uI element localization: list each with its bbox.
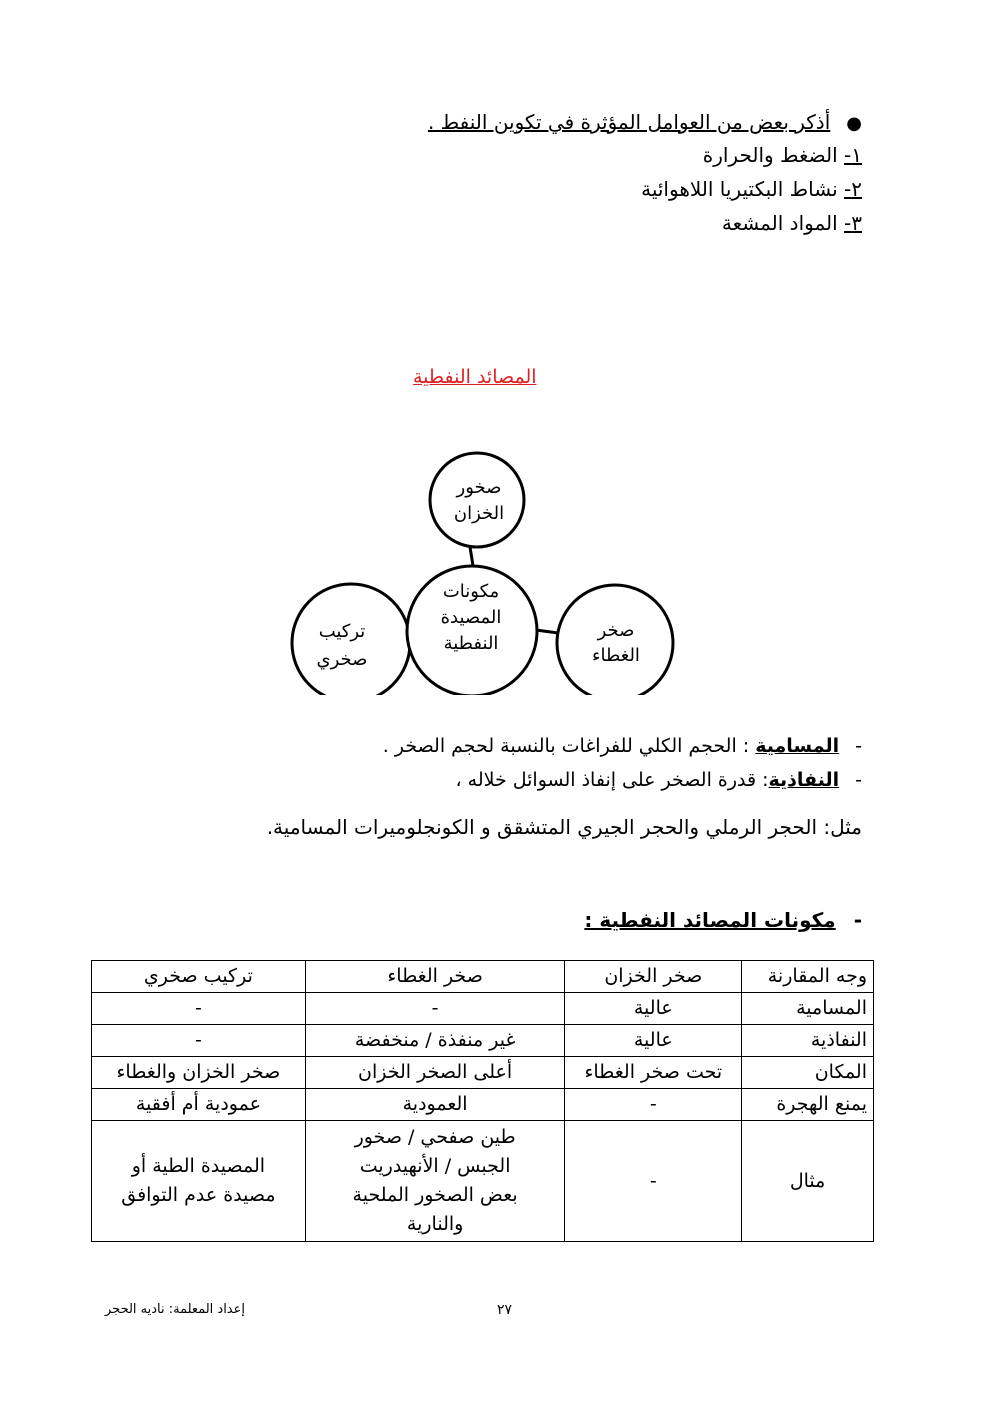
table-row xyxy=(92,993,874,1025)
question-line xyxy=(162,110,862,134)
label-left-1: تركيب xyxy=(318,621,366,642)
traps-title: المصائد النفطية xyxy=(413,366,537,388)
comparison-table xyxy=(91,960,874,1242)
label-right-2: الغطاء xyxy=(592,645,640,666)
definition-text: : الحجم الكلي للفراغات بالنسبة لحجم الصخر . xyxy=(382,735,756,757)
example-text: مثل: الحجر الرملي والحجر الجيري المتشقق و الكونجلوميرات المسامية. xyxy=(266,815,862,839)
table-cell: المصيدة الطية أو مصيدة عدم التوافق xyxy=(92,1121,306,1242)
table-cell: النفاذية xyxy=(742,1025,874,1057)
label-center-2: المصيدة xyxy=(440,607,502,628)
trap-components-diagram xyxy=(280,445,680,695)
label-right-1: صخر xyxy=(597,620,635,641)
table-header-row xyxy=(92,961,874,993)
table-header-cell: صخر الغطاء xyxy=(305,961,565,993)
answer-number: ٢- xyxy=(844,177,862,201)
answer-item xyxy=(641,177,862,201)
table-cell: عمودية أم أفقية xyxy=(92,1089,306,1121)
table-cell: صخر الخزان والغطاء xyxy=(92,1057,306,1089)
table-row xyxy=(92,1121,874,1242)
label-center-3: النفطية xyxy=(443,633,499,654)
circle-reservoir xyxy=(430,453,524,547)
table-cell: يمنع الهجرة xyxy=(742,1089,874,1121)
table-row xyxy=(92,1025,874,1057)
dash: - xyxy=(853,908,862,932)
definition-text: : قدرة الصخر على إنفاذ السوائل خلاله ، xyxy=(455,769,769,791)
table-cell: - xyxy=(565,1089,742,1121)
answer-text: نشاط البكتيريا اللاهوائية xyxy=(641,177,838,201)
table-row xyxy=(92,1057,874,1089)
table-cell: المكان xyxy=(742,1057,874,1089)
label-center-1: مكونات xyxy=(442,581,500,602)
definition-permeability xyxy=(455,769,862,791)
table-cell: غير منفذة / منخفضة xyxy=(305,1025,565,1057)
table-cell: - xyxy=(305,993,565,1025)
table-cell: عالية xyxy=(565,993,742,1025)
answer-number: ٣- xyxy=(844,211,862,235)
table-header-cell: صخر الخزان xyxy=(565,961,742,993)
table-cell: - xyxy=(565,1121,742,1242)
label-top-2: الخزان xyxy=(453,503,505,524)
dash: - xyxy=(855,735,862,757)
dash: - xyxy=(855,769,862,791)
components-title-text: مكونات المصائد النفطية : xyxy=(584,908,836,932)
bullet-icon: ● xyxy=(846,113,862,134)
table-cell: مثال xyxy=(742,1121,874,1242)
components-title xyxy=(584,908,862,932)
definition-term: النفاذية xyxy=(768,769,840,791)
table-row xyxy=(92,1089,874,1121)
table-cell: - xyxy=(92,993,306,1025)
table-header-cell: تركيب صخري xyxy=(92,961,306,993)
table-cell: العمودية xyxy=(305,1089,565,1121)
table-cell: طين صفحي / صخور الجبس / الأنهيدريت بعض الصخور الملحية والنارية xyxy=(305,1121,565,1242)
table-cell: أعلى الصخر الخزان xyxy=(305,1057,565,1089)
answer-number: ١- xyxy=(844,143,862,167)
answer-text: الضغط والحرارة xyxy=(702,143,838,167)
answer-item xyxy=(703,143,862,167)
definition-porosity xyxy=(383,735,862,757)
table-cell: عالية xyxy=(565,1025,742,1057)
question-text: أذكر بعض من العوامل المؤثرة في تكوين النفط . xyxy=(427,110,831,134)
page-number: ٢٧ xyxy=(497,1302,513,1318)
answer-text: المواد المشعة xyxy=(721,211,838,235)
footer-author: إعداد المعلمة: ناديه الحجر xyxy=(105,1302,246,1317)
table-cell: - xyxy=(92,1025,306,1057)
table-cell: المسامية xyxy=(742,993,874,1025)
table-header-cell: وجه المقارنة xyxy=(742,961,874,993)
table-cell: تحت صخر الغطاء xyxy=(565,1057,742,1089)
answer-item xyxy=(722,211,862,235)
label-top-1: صخور xyxy=(456,477,502,498)
label-left-2: صخري xyxy=(316,649,368,670)
definition-term: المسامية xyxy=(755,735,840,757)
connector-right xyxy=(536,630,558,633)
